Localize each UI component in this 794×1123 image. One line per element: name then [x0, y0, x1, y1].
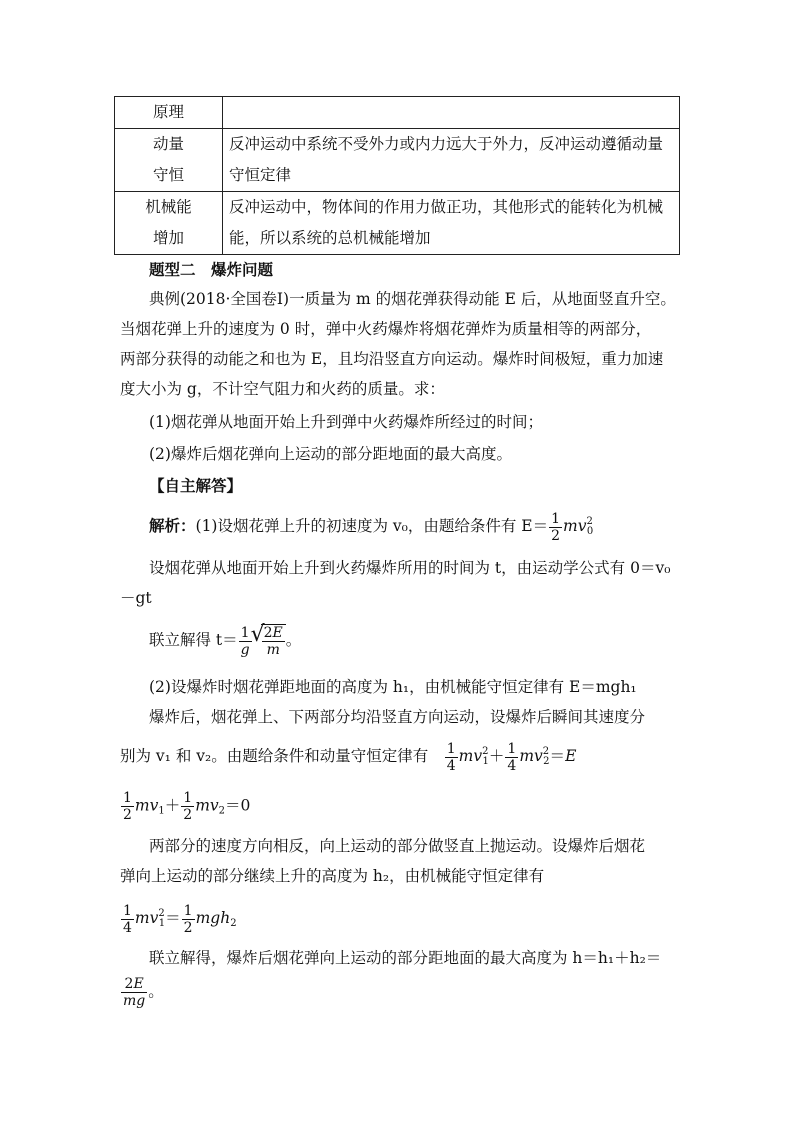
- final-result: $\frac{2E}{mg}$ 。: [123, 976, 164, 1009]
- answer-line-5b: 别为 v₁ 和 v₂。由题给条件和动量守恒定律有 $\frac{1}{4}$ $mv^2_1+$ $\frac{1}{4}$ $mv^2_2=E$: [120, 740, 577, 774]
- table-cell-value: [223, 97, 680, 129]
- formula-momentum: $\frac{1}{2}$ $mv_1+$ $\frac{1}{2}$ $mv_2=0$: [123, 790, 251, 823]
- table-row: [115, 129, 680, 192]
- problem-line: 当烟花弹上升的速度为 0 时，弹中火药爆炸将烟花弹炸为质量相等的两部分，: [120, 320, 652, 338]
- section-title: 题型二 爆炸问题: [149, 261, 274, 279]
- answer-line-4: (2)设爆炸时烟花弹距地面的高度为 h₁，由机械能守恒定律有 E＝mgh₁: [149, 678, 637, 696]
- table-cell-key: 动量 守恒: [115, 129, 223, 192]
- table-cell-key: 原理: [115, 97, 223, 129]
- answer-line-3: 联立解得 t＝ $\frac{1}{g}$ √ $\frac{2E}{m}$ 。: [149, 624, 301, 658]
- question-2: (2)爆炸后烟花弹向上运动的部分距地面的最大高度。: [149, 445, 512, 463]
- answer-line-5: 爆炸后，烟花弹上、下两部分均沿竖直方向运动，设爆炸后瞬间其速度分: [149, 708, 646, 726]
- table-cell-value: 反冲运动中系统不受外力或内力远大于外力，反冲运动遵循动量 守恒定律: [223, 129, 680, 192]
- table-row: [115, 97, 680, 129]
- formula-energy: $\frac{1}{4}$ $mv^2_1=$ $\frac{1}{2}$ mgh$_2$: [123, 902, 237, 936]
- question-1: (1)烟花弹从地面开始上升到弹中火药爆炸所经过的时间；: [149, 413, 543, 431]
- answer-line-1: 解析：(1)设烟花弹上升的初速度为 v₀，由题给条件有 E＝ $\frac{1}{2}$ $mv^2_0$: [149, 510, 594, 544]
- answer-heading: 【自主解答】: [149, 477, 243, 495]
- answer-line-2b: －gt: [120, 589, 152, 607]
- problem-line: 两部分获得的动能之和也为 E，且均沿竖直方向运动。爆炸时间极短，重力加速: [120, 350, 664, 368]
- answer-line-8: 联立解得，爆炸后烟花弹向上运动的部分距地面的最大高度为 h＝h₁＋h₂＝: [149, 949, 662, 967]
- formula: $\frac{1}{g}$: [240, 624, 250, 658]
- comparison-table: [114, 96, 680, 255]
- answer-label: 解析：: [149, 517, 196, 535]
- table-cell-value: 反冲运动中，物体间的作用力做正功，其他形式的能转化为机械 能，所以系统的总机械能增加: [223, 192, 680, 255]
- answer-line-6: 两部分的速度方向相反，向上运动的部分做竖直上抛运动。设爆炸后烟花: [149, 837, 646, 855]
- problem-line: 典例(2018·全国卷Ⅰ)一质量为 m 的烟花弹获得动能 E 后，从地面竖直升空。: [149, 290, 676, 308]
- formula: $\frac{1}{2}$: [551, 510, 561, 544]
- problem-line: 度大小为 g，不计空气阻力和火药的质量。求：: [120, 380, 445, 398]
- table-cell-key: 机械能 增加: [115, 192, 223, 255]
- sqrt-formula: √ $\frac{2E}{m}$: [261, 624, 286, 658]
- answer-line-7: 弹向上运动的部分继续上升的高度为 h₂，由机械能守恒定律有: [120, 867, 545, 885]
- table-row: [115, 192, 680, 255]
- answer-line-2: 设烟花弹从地面开始上升到火药爆炸所用的时间为 t，由运动学公式有 0＝v₀: [149, 559, 671, 577]
